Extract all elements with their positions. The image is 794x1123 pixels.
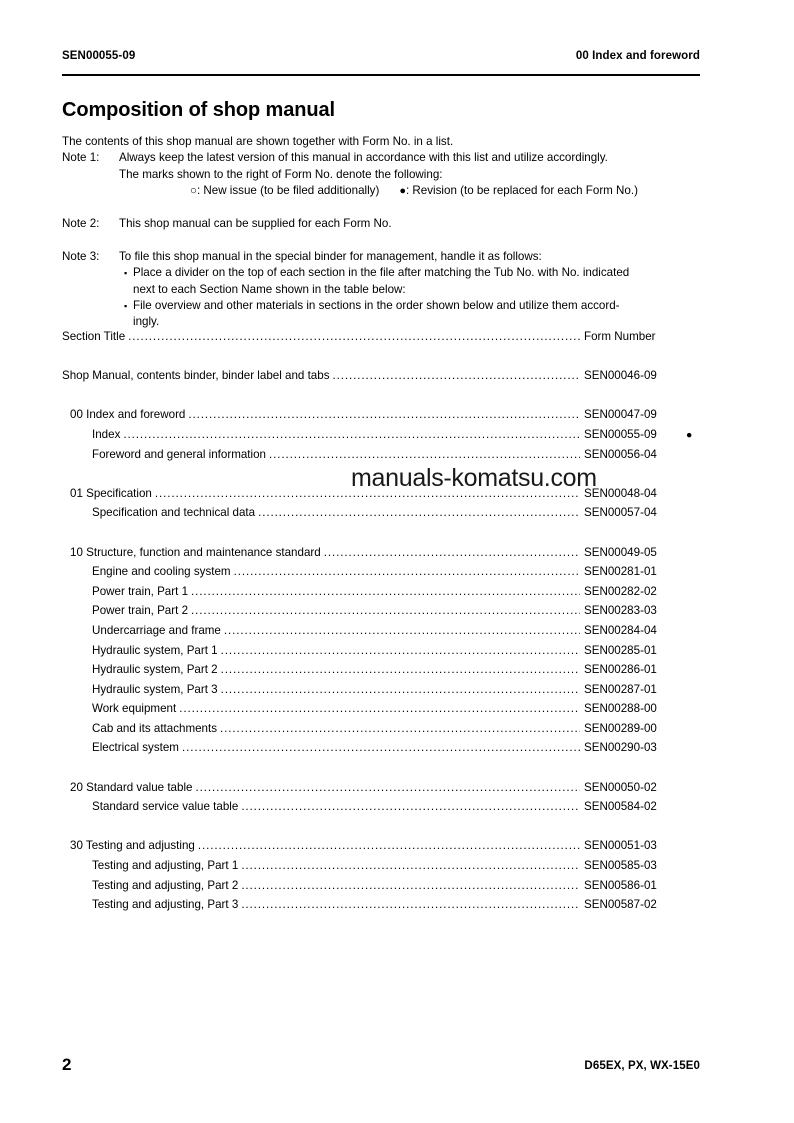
toc-entry-title: Standard service value table [92,800,239,814]
note-2-line-1: This shop manual can be supplied for each Form No. [119,217,392,231]
square-bullet-icon: ▪ [124,268,128,279]
leader-dots [220,721,580,732]
page-title: Composition of shop manual [62,99,335,121]
leader-dots [269,447,580,458]
leader-dots [241,897,580,908]
leader-dots [179,701,580,712]
note-3-label: Note 3: [62,249,100,263]
toc-entry-number: SEN00047-09 [584,408,657,422]
note-spacer-1 [62,200,702,216]
footer-page-number: 2 [62,1055,72,1074]
note-1-row-1 [62,150,702,166]
note-3-bullet-1-cont [62,282,702,298]
toc-entry-revision-mark: ● [686,428,693,441]
toc-row[interactable] [62,858,700,878]
note-3-bullet-1-line-2: next to each Section Name shown in the table below: [133,282,406,296]
note-3-bullet-2-line-2: ingly. [133,315,160,329]
toc-entry-title: Testing and adjusting, Part 2 [92,878,239,892]
toc-column-header-number: Form Number [584,330,656,343]
intro-notes [62,134,702,331]
toc-entry-title: 30 Testing and adjusting [70,839,195,853]
note-3-bullet-1-line-1: Place a divider on the top of each section in the file after matching the Tub No. with No. indicated [133,266,630,280]
leader-dots [241,858,580,869]
leader-dots [123,427,580,438]
toc-spacer [62,819,700,839]
leader-dots [224,623,580,634]
leader-dots [258,505,580,516]
toc-entry-number: SEN00289-00 [584,721,657,735]
toc-entry-title: Shop Manual, contents binder, binder label and tabs [62,369,330,383]
note-3-bullet-1 [62,265,702,281]
toc-entry-number: SEN00050-02 [584,780,657,794]
toc-entry-number: SEN00281-01 [584,565,657,579]
toc-group-header-row[interactable] [62,838,700,858]
header-section-name: 00 Index and foreword [575,50,700,62]
toc-entry-title: 00 Index and foreword [70,408,186,422]
leader-dots [333,368,581,379]
toc-entry-number: SEN00585-03 [584,859,657,873]
footer-model-code: D65EX, PX, WX-15E0 [584,1060,700,1072]
toc-entry-number: SEN00288-00 [584,702,657,716]
leader-dots [221,662,580,673]
toc-row[interactable] [62,427,700,447]
toc-entry-number: SEN00290-03 [584,741,657,755]
toc-entry-title: Testing and adjusting, Part 1 [92,859,239,873]
toc-entry-title: 20 Standard value table [70,780,193,794]
toc-entry-number: SEN00283-03 [584,604,657,618]
leader-dots [234,564,580,575]
new-issue-circle-icon: ○ [190,185,197,198]
leader-dots [221,643,580,654]
toc-entry-title: Testing and adjusting, Part 3 [92,898,239,912]
toc-row[interactable] [62,643,700,663]
toc-spacer [62,760,700,780]
toc-row[interactable] [62,878,700,898]
toc-entry-title: Work equipment [92,702,177,716]
new-issue-legend-text: : New issue (to be filed additionally) [196,184,380,198]
toc-spacer [62,525,700,545]
toc-row[interactable] [62,682,700,702]
toc-entry-title: Hydraulic system, Part 2 [92,663,218,677]
note-2-label: Note 2: [62,217,100,231]
note-3-row-1 [62,249,702,265]
toc-entry-title: Power train, Part 1 [92,584,189,598]
leader-dots [191,603,580,614]
toc-entry-title: Hydraulic system, Part 1 [92,643,218,657]
revision-dot-icon: ● [399,185,406,198]
leader-dots [188,407,580,418]
page-header [62,50,700,62]
toc-group-header-row[interactable] [62,780,700,800]
toc-group-header-row[interactable] [62,407,700,427]
toc-entry-number: SEN00055-09 [584,427,657,441]
toc-row[interactable] [62,662,700,682]
toc-entry-number: SEN00284-04 [584,623,657,637]
toc-entry-number: SEN00049-05 [584,545,657,559]
toc-entry-number: SEN00056-04 [584,447,657,461]
leader-dots [191,584,580,595]
toc-row[interactable] [62,721,700,741]
leader-dots [128,329,580,340]
leader-dots [221,682,580,693]
toc-entry-number: SEN00285-01 [584,643,657,657]
note-3-bullet-2-line-1: File overview and other materials in sections in the order shown below and utilize them accord- [133,299,620,313]
note-3-bullet-2 [62,298,702,314]
toc-entry-number: SEN00286-01 [584,663,657,677]
leader-dots [324,545,580,556]
leader-dots [182,740,580,751]
toc-row[interactable] [62,799,700,819]
leader-dots [195,780,580,791]
toc-entry-title: Specification and technical data [92,506,256,520]
leader-dots [241,799,580,810]
leader-dots [241,878,580,889]
note-1-line-1: Always keep the latest version of this manual in accordance with this list and utilize accordingly. [119,151,608,165]
toc-row[interactable] [62,584,700,604]
intro-lead: The contents of this shop manual are shown together with Form No. in a list. [62,135,454,148]
site-watermark: manuals-komatsu.com [351,464,597,492]
toc-entry-title: Index [92,427,121,441]
note-1-label: Note 1: [62,151,100,165]
toc-entry-number: SEN00586-01 [584,878,657,892]
note-1-line-2: The marks shown to the right of Form No. denote the following: [119,167,443,181]
note-1-legend [62,183,702,199]
toc-row[interactable] [62,701,700,721]
toc-entry-title: 10 Structure, function and maintenance standard [70,545,321,559]
toc-entry-number: SEN00287-01 [584,682,657,696]
header-divider [62,74,700,76]
toc-entry-title: 01 Specification [70,486,152,500]
square-bullet-icon: ▪ [124,301,128,312]
note-2-row-1 [62,216,702,232]
toc-row[interactable] [62,564,700,584]
leader-dots [198,838,580,849]
toc-row-standalone[interactable] [62,368,700,388]
toc-row[interactable] [62,897,700,917]
note-spacer-2 [62,232,702,248]
note-3-line-1: To file this shop manual in the special binder for management, handle it as follows: [119,249,542,263]
header-form-number: SEN00055-09 [62,50,136,62]
toc-row[interactable] [62,505,700,525]
table-of-contents [62,329,700,917]
toc-entry-title: Cab and its attachments [92,721,218,735]
toc-entry-number: SEN00051-03 [584,839,657,853]
toc-column-header-row [62,329,700,349]
toc-column-header-title: Section Title [62,330,126,343]
toc-entry-number: SEN00057-04 [584,506,657,520]
toc-entry-number: SEN00282-02 [584,584,657,598]
toc-entry-title: Foreword and general information [92,447,267,461]
toc-entry-title: Electrical system [92,741,179,755]
toc-row[interactable] [62,623,700,643]
toc-entry-title: Engine and cooling system [92,565,231,579]
toc-entry-title: Hydraulic system, Part 3 [92,682,218,696]
toc-entry-number: SEN00587-02 [584,898,657,912]
toc-entry-title: Power train, Part 2 [92,604,189,618]
toc-entry-number: SEN00046-09 [584,369,657,383]
toc-spacer [62,388,700,408]
toc-row[interactable] [62,740,700,760]
toc-group-header-row[interactable] [62,545,700,565]
toc-spacer [62,349,700,369]
toc-entry-number: SEN00584-02 [584,800,657,814]
toc-entry-title: Undercarriage and frame [92,623,221,637]
toc-row[interactable] [62,603,700,623]
revision-legend-text: : Revision (to be replaced for each Form No.) [405,184,638,198]
toc-entry-number: SEN00048-04 [584,486,657,500]
